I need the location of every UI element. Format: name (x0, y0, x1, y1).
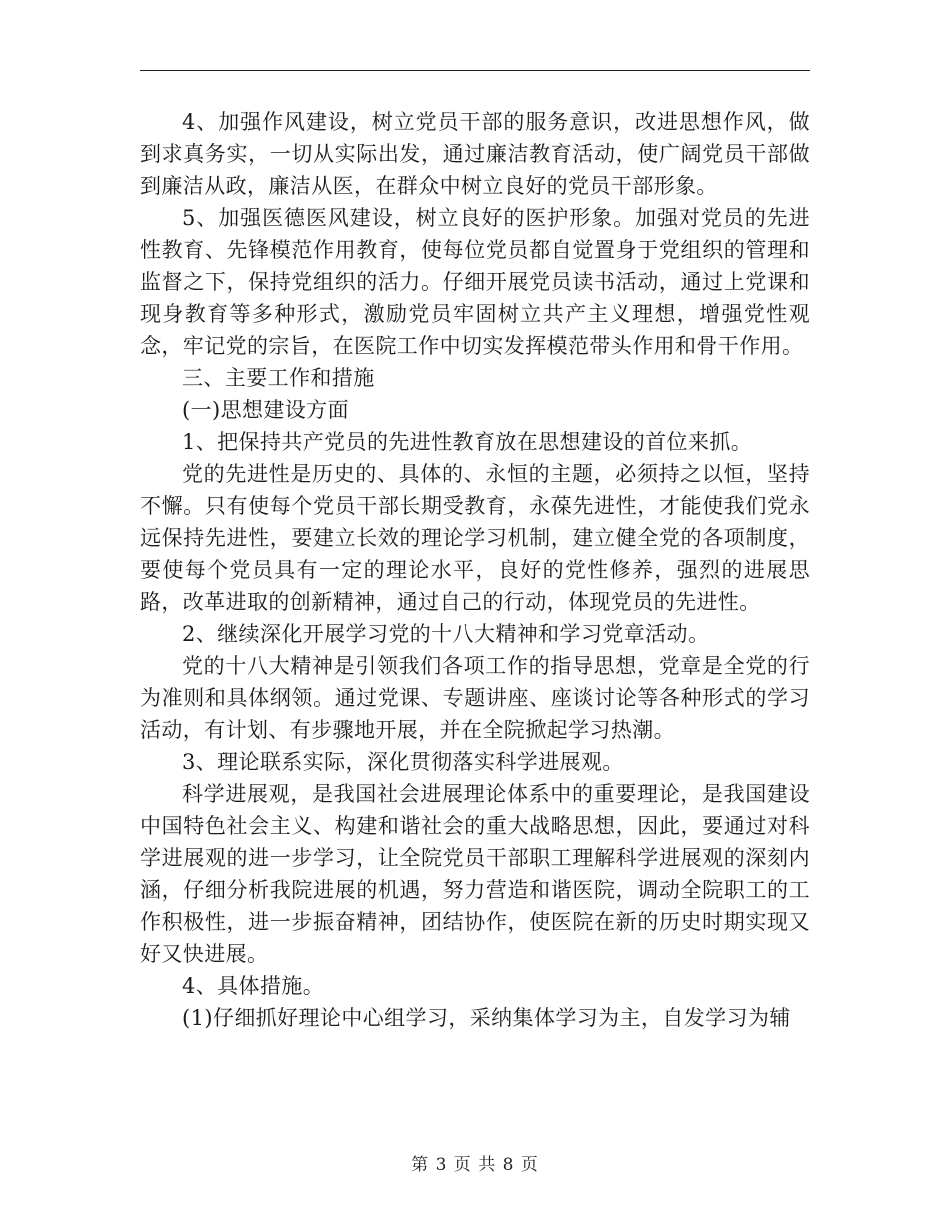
paragraph-ethics-point-5: 5、加强医德医风建设，树立良好的医护形象。加强对党员的先进性教育、先锋模范作用教育，使每位党员都自觉置身于党组织的管理和监督之下，保持党组织的活力。仔细开展党员读书活动，通过上党课和现身教育等多种形式，激励党员牢固树立共产主义理想，增强党性观念，牢记党的宗旨，在医院工作中切实发挥模范带头作用和骨干作用。 (140, 206, 810, 358)
header-divider (140, 70, 810, 71)
paragraph-advanced-nature: 党的先进性是历史的、具体的、永恒的主题，必须持之以恒，坚持不懈。只有使每个党员干部长期受教育，永葆先进性，才能使我们党永远保持先进性，要建立长效的理论学习机制，建立健全党的各项制度，要使每个党员具有一定的理论水平，良好的党性修养，强烈的进展思路，改革进取的创新精神，通过自己的行动，体现党员的先进性。 (140, 462, 810, 614)
paragraph-scientific-development: 科学进展观，是我国社会进展理论体系中的重要理论，是我国建设中国特色社会主义、构建和谐社会的重大战略思想，因此，要通过对科学进展观的进一步学习，让全院党员干部职工理解科学进展观的深刻内涵，仔细分析我院进展的机遇，努力营造和谐医院，调动全院职工的工作积极性，进一步振奋精神，团结协作，使医院在新的历史时期实现又好又快进展。 (140, 782, 810, 966)
page-number-footer: 第 3 页 共 8 页 (411, 1155, 539, 1175)
paragraph-measure-1: (1)仔细抓好理论中心组学习，采纳集体学习为主，自发学习为辅 (182, 1006, 791, 1030)
item-heading-1: 1、把保持共产党员的先进性教育放在思想建设的首位来抓。 (182, 430, 753, 454)
section-heading-main-work: 三、主要工作和措施 (182, 366, 375, 390)
paragraph-style-point-4: 4、加强作风建设，树立党员干部的服务意识，改进思想作风，做到求真务实，一切从实际出发，通过廉洁教育活动，使广阔党员干部做到廉洁从政，廉洁从医，在群众中树立良好的党员干部形象。 (140, 110, 810, 198)
item-heading-2: 2、继续深化开展学习党的十八大精神和学习党章活动。 (182, 622, 710, 646)
item-heading-3: 3、理论联系实际，深化贯彻落实科学进展观。 (182, 750, 624, 774)
paragraph-eighteenth-congress: 党的十八大精神是引领我们各项工作的指导思想，党章是全党的行为准则和具体纲领。通过党课、专题讲座、座谈讨论等各种形式的学习活动，有计划、有步骤地开展，并在全院掀起学习热潮。 (140, 654, 810, 742)
subsection-heading-ideology: (一)思想建设方面 (182, 398, 349, 422)
item-heading-4: 4、具体措施。 (182, 974, 325, 998)
document-body (140, 106, 810, 1034)
